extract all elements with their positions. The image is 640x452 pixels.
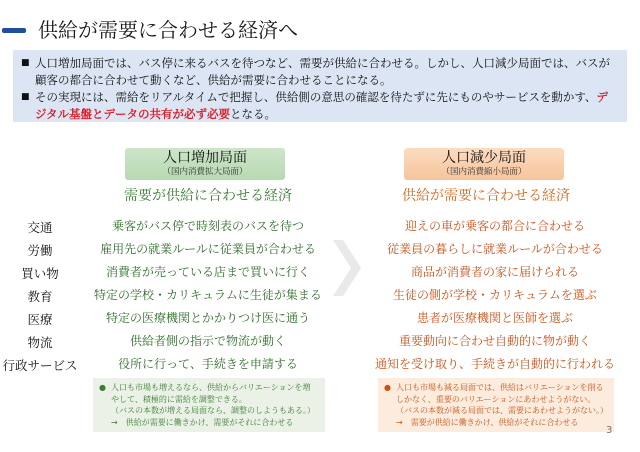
- square-bullet-icon: ■: [21, 58, 30, 68]
- category-label: 交通: [27, 220, 53, 235]
- decline-item: 迎えの車が乗客の都合に合わせる: [404, 219, 585, 233]
- intro-bullet-2: ■ その実現には、需給をリアルタイムで把握し、供給側の意思の確認を待たずに先にものやサービスを動かす、デジタル基盤とデータの共有が必ず必要となる。: [21, 90, 608, 121]
- decline-item: 生徒の側が学校・カリキュラムを選ぶ: [393, 288, 597, 302]
- right-arrow-icon: [333, 240, 361, 296]
- category-label: 労働: [27, 243, 53, 258]
- growth-item: 乗客がバス停で時刻表のバスを待つ: [111, 219, 304, 233]
- decline-item: 商品が消費者の家に届けられる: [410, 265, 579, 279]
- growth-item: 雇用先の就業ルールに従業員が合わせる: [100, 242, 316, 256]
- growth-phase-header: 人口増加局面 （国内消費拡大局面）: [125, 148, 285, 180]
- page-title: 供給が需要に合わせる経済へ: [38, 18, 298, 42]
- growth-subhead: 需要が供給に合わせる経済: [124, 188, 292, 204]
- bullet-dot-icon: ●: [99, 383, 106, 392]
- category-label: 教育: [27, 289, 53, 304]
- growth-item: 供給者側の指示で物流が動く: [129, 334, 286, 348]
- decline-item: 従業員の暮らしに就業ルールが合わせる: [387, 242, 603, 256]
- page-number: 3: [606, 425, 613, 436]
- title-accent-bar: [2, 28, 26, 33]
- growth-item: 特定の学校・カリキュラムに生徒が集まる: [94, 288, 322, 302]
- emphasis-text: デジタル基盤とデータの共有が必ず必要: [35, 90, 608, 121]
- square-bullet-icon: ■: [21, 92, 30, 102]
- growth-item: 消費者が売っている店まで買いに行く: [105, 265, 310, 279]
- category-label: 買い物: [21, 266, 59, 281]
- category-label: 行政サービス: [2, 358, 78, 373]
- decline-item: 患者が医療機関と医師を選ぶ: [416, 311, 573, 325]
- decline-subhead: 供給が需要に合わせる経済: [402, 188, 570, 204]
- growth-item: 役所に行って、手続きを申請する: [118, 357, 298, 371]
- bullet-dot-icon: ●: [384, 383, 391, 392]
- decline-phase-header: 人口減少局面 （国内消費縮小局面）: [404, 148, 564, 180]
- decline-note: ● 人口も市場も減る局面では、供給はバリエーションを削る しかなく、重要のバリエーションにあわせようがない。 （バスの本数が減る局面では、需要にあわせようがない。） → 需要が供給に働きかけ、供給がそれに合わせる: [378, 378, 614, 432]
- intro-bullet-1: ■ 人口増加局面では、バス停に来るバスを待つなど、需要が供給に合わせる。しかし、人口減少局面では、バスが顧客の都合に合わせて動くなど、供給が需要に合わせることになる。: [21, 56, 610, 87]
- growth-note: ● 人口も市場も増えるなら、供給からバリエーションを増 やして、積極的に需給を調整できる。 （バスの本数が増える局面なら、調整のしようもある。） → 供給が需要に働きかけ、需要がそれに合わせる: [93, 378, 325, 432]
- intro-box: [13, 50, 627, 122]
- category-label: 医療: [27, 312, 53, 327]
- decline-item: 重要動向に合わせ自動的に物が動く: [398, 334, 591, 348]
- decline-item: 通知を受け取り、手続きが自動的に行われる: [374, 357, 615, 371]
- category-label: 物流: [27, 335, 53, 350]
- growth-item: 特定の医療機関とかかりつけ医に通う: [105, 311, 310, 325]
